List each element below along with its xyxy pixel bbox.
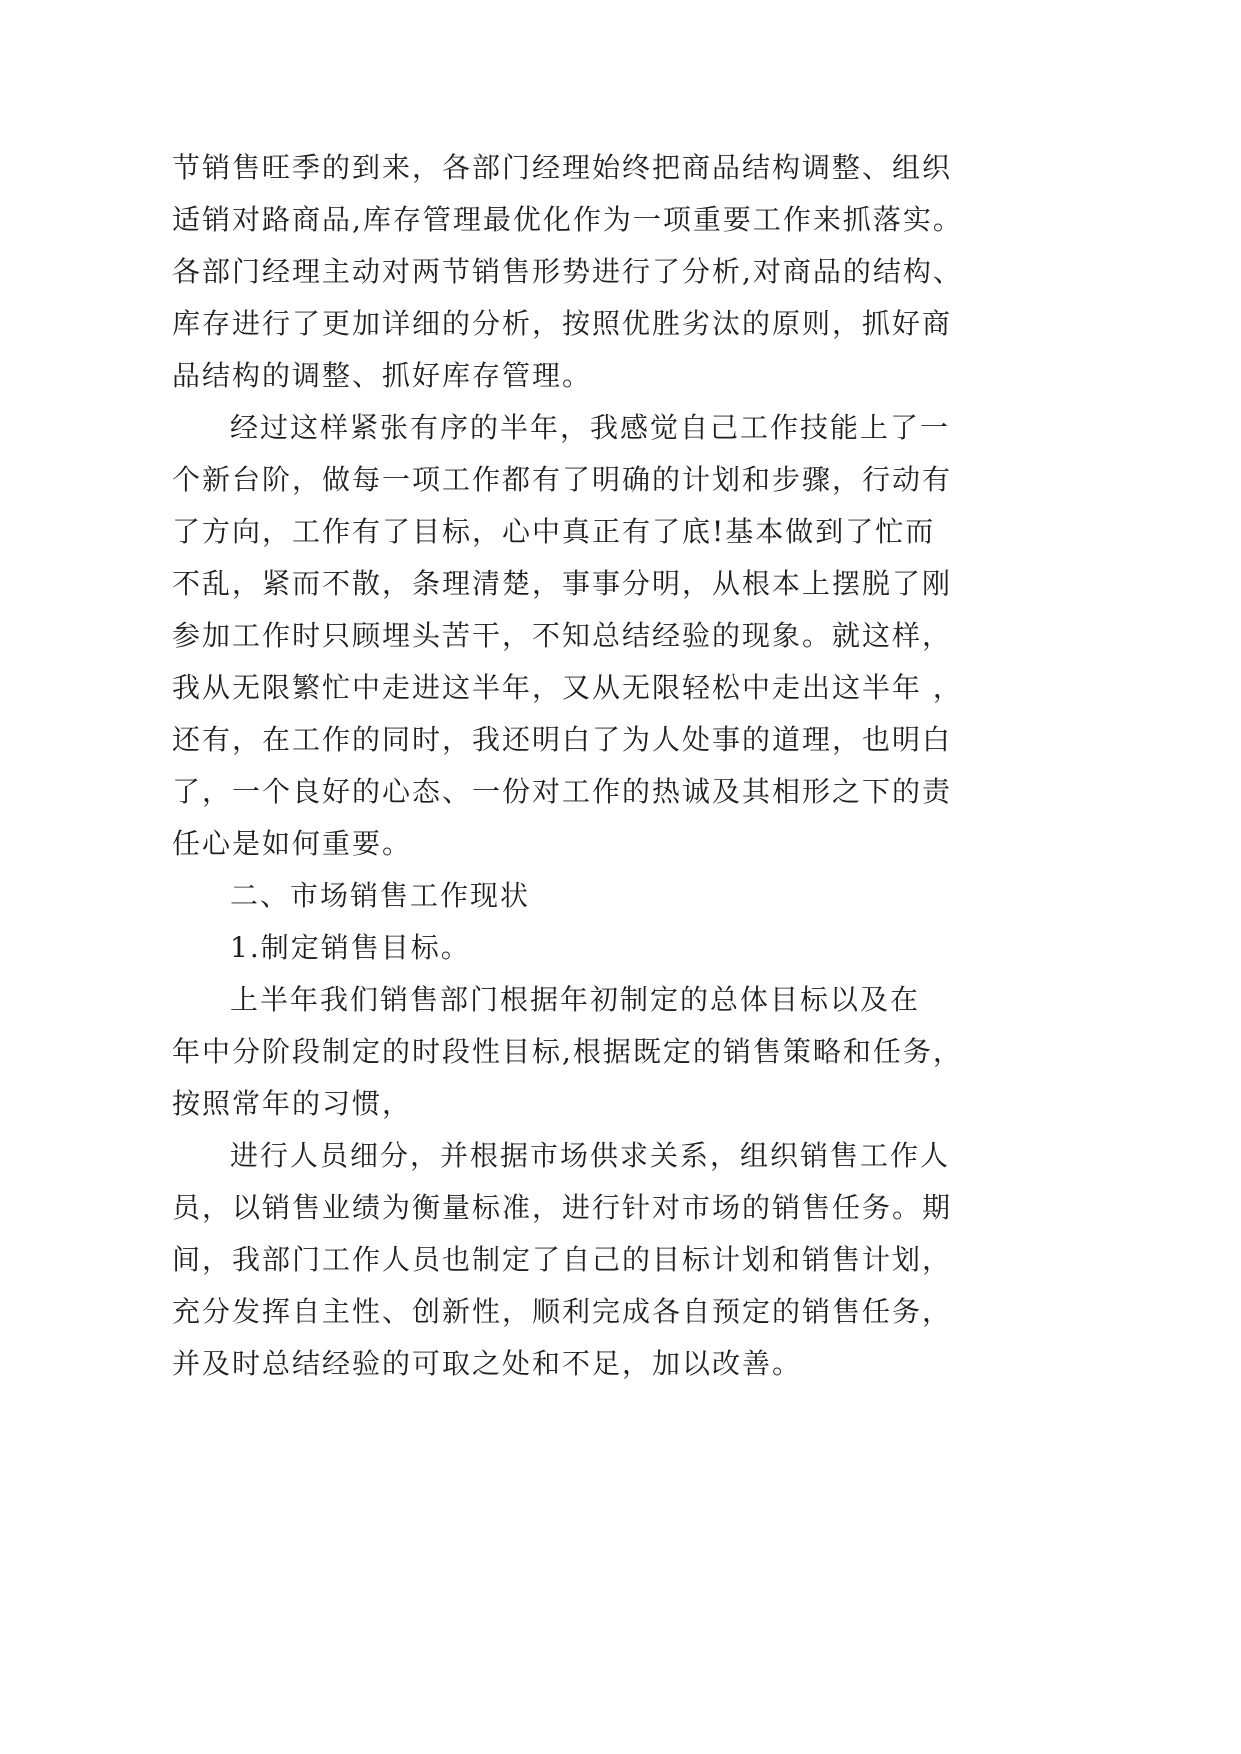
body-text	[172, 142, 1112, 1390]
text-line: 参加工作时只顾埋头苦干，不知总结经验的现象。就这样，	[172, 619, 953, 652]
section-heading	[172, 870, 1112, 922]
text-line: 了方向，工作有了目标，心中真正有了底!基本做到了忙而	[172, 515, 936, 548]
text-line: 库存进行了更加详细的分析，按照优胜劣汰的原则，抓好商	[172, 307, 953, 340]
heading-line: 1.制定销售目标。	[230, 931, 471, 964]
paragraph-continuation	[172, 142, 1112, 402]
text-line: 品结构的调整、抓好库存管理。	[172, 359, 593, 392]
text-line: 充分发挥自主性、创新性，顺利完成各自预定的销售任务，	[172, 1295, 953, 1328]
text-line: 并及时总结经验的可取之处和不足，加以改善。	[172, 1347, 803, 1380]
heading-line: 二、市场销售工作现状	[230, 879, 531, 912]
subsection-heading	[172, 922, 1112, 974]
text-line: 年中分阶段制定的时段性目标,根据既定的销售策略和任务，	[172, 1035, 963, 1068]
text-line: 适销对路商品,库存管理最优化作为一项重要工作来抓落实。	[172, 203, 963, 236]
text-line: 节销售旺季的到来，各部门经理始终把商品结构调整、组织	[172, 151, 953, 184]
text-line: 不乱，紧而不散，条理清楚，事事分明，从根本上摆脱了刚	[172, 567, 953, 600]
paragraph	[172, 402, 1112, 870]
text-line: 我从无限繁忙中走进这半年，又从无限轻松中走出这半年 ，	[172, 671, 963, 704]
text-line: 各部门经理主动对两节销售形势进行了分析,对商品的结构、	[172, 255, 963, 288]
text-line: 还有，在工作的同时，我还明白了为人处事的道理，也明白	[172, 723, 953, 756]
text-line: 按照常年的习惯，	[172, 1087, 413, 1120]
text-line: 进行人员细分，并根据市场供求关系，组织销售工作人	[230, 1139, 951, 1172]
text-line: 了，一个良好的心态、一份对工作的热诚及其相形之下的责	[172, 775, 953, 808]
text-line: 员，以销售业绩为衡量标准，进行针对市场的销售任务。期	[172, 1191, 953, 1224]
text-line: 经过这样紧张有序的半年，我感觉自己工作技能上了一	[230, 411, 951, 444]
text-line: 任心是如何重要。	[172, 827, 413, 860]
text-line: 上半年我们销售部门根据年初制定的总体目标以及在	[230, 983, 921, 1016]
text-line: 个新台阶，做每一项工作都有了明确的计划和步骤，行动有	[172, 463, 953, 496]
paragraph	[172, 1130, 1112, 1390]
paragraph	[172, 974, 1112, 1130]
text-line: 间，我部门工作人员也制定了自己的目标计划和销售计划，	[172, 1243, 953, 1276]
